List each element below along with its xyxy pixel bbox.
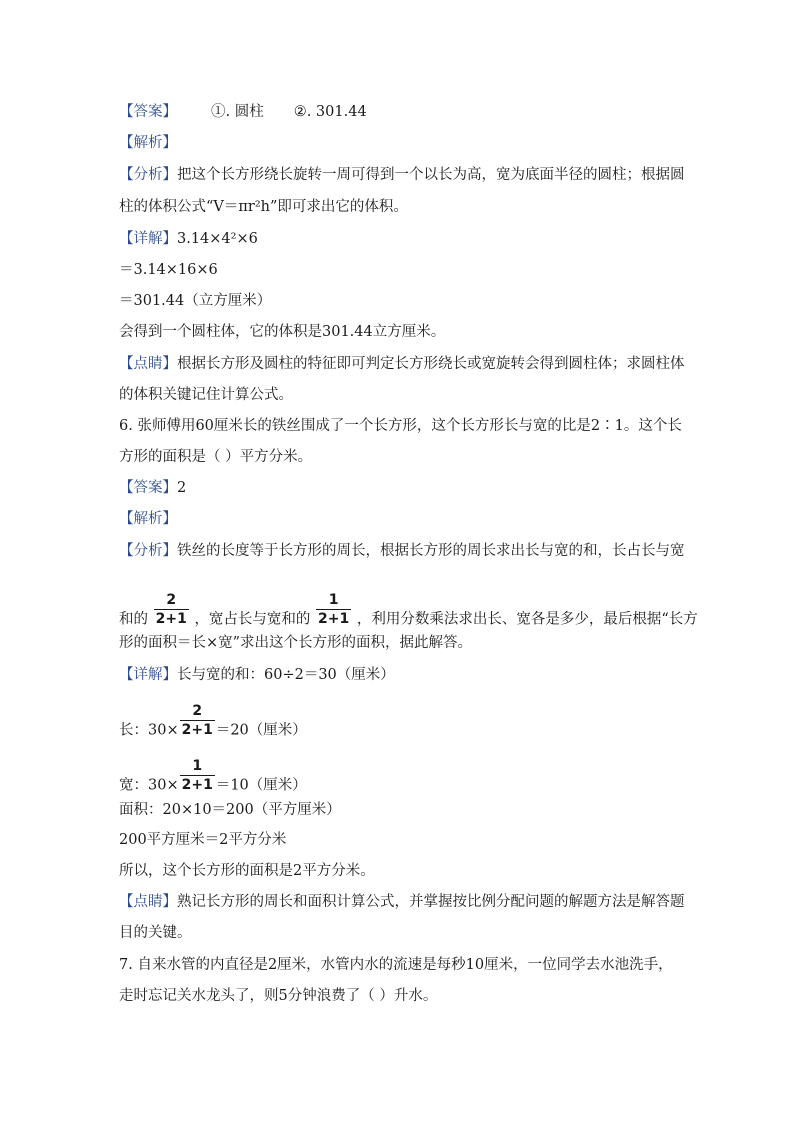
analysis-line-2: 柱的体积公式“V＝πr²h”即可求出它的体积。 [119,199,408,215]
conclusion-line: 所以，这个长方形的面积是2平方分米。 [119,863,375,879]
detail-text: 长与宽的和：60÷2＝30（厘米） [177,667,395,683]
detail-line-1 [119,229,258,249]
fraction-numerator: 1 [192,758,203,774]
answer-line [119,102,367,122]
answer-tag: 【答案】 [119,480,177,496]
analysis-line-6-3: 形的面积＝长×宽”求出这个长方形的面积，据此解答。 [119,635,473,651]
analysis-text: 铁丝的长度等于长方形的周长，根据长方形的周长求出长与宽的和，长占长与宽 [177,543,685,559]
comment-line-1 [119,354,685,374]
jiexi-heading-6: 【解析】 [119,511,177,527]
analysis-text: 把这个长方形绕长旋转一周可得到一个以长为高，宽为底面半径的圆柱；根据圆 [177,167,685,183]
convert-line: 200平方厘米＝2平方分米 [119,832,287,848]
length-result: ＝20（厘米） [215,722,307,739]
fraction [316,591,351,628]
fraction-denominator: 2+1 [181,722,213,738]
answer-value: 2 [177,480,187,496]
question-7-line-2: 走时忘记关水龙头了，则5分钟浪费了（ ）升水。 [119,988,438,1004]
fraction-denominator: 2+1 [155,611,187,627]
analysis-tag: 【分析】 [119,543,177,559]
detail-tag: 【详解】 [119,667,177,683]
area-line: 面积：20×10＝200（平方厘米） [119,802,341,818]
comment-line-6-1 [119,892,685,912]
detail-line-4: 会得到一个圆柱体，它的体积是301.44立方厘米。 [119,324,446,340]
fraction-numerator: 2 [192,703,203,719]
analysis-text: ，利用分数乘法求出长、宽各是多少，最后根据“长方 [356,611,698,628]
fraction [180,757,215,794]
answer-item-2: ②. 301.44 [293,104,367,120]
length-prefix: 长：30× [119,722,179,739]
jiexi-heading: 【解析】 [119,135,177,151]
detail-line-3: ＝301.44（立方厘米） [119,293,272,309]
width-line [119,758,307,804]
width-prefix: 宽：30× [119,777,179,794]
fraction-denominator: 2+1 [181,777,213,793]
fraction-numerator: 1 [328,592,339,608]
answer-item-1: ①. 圆柱 [211,104,264,120]
comment-text: 熟记长方形的周长和面积计算公式，并掌握按比例分配问题的解题方法是解答题 [177,894,685,910]
width-result: ＝10（厘米） [215,777,307,794]
comment-line-6-2: 目的关键。 [119,925,192,941]
comment-line-2: 的体积关键记住计算公式。 [119,387,293,403]
answer-tag: 【答案】 [119,104,177,120]
analysis-tag: 【分析】 [119,167,177,183]
answer-line-6 [119,478,186,498]
question-7-line-1: 7. 自来水管的内直径是2厘米，水管内水的流速是每秒10厘米，一位同学去水池洗手， [119,957,673,973]
fraction [154,591,189,628]
detail-line-6-1 [119,665,395,685]
detail-text: 3.14×4²×6 [177,231,258,247]
detail-line-2: ＝3.14×16×6 [119,262,218,278]
comment-tag: 【点睛】 [119,356,177,372]
question-6-line-2: 方形的面积是（ ）平方分米。 [119,449,313,465]
analysis-text: 和的 [119,611,148,628]
fraction-denominator: 2+1 [318,611,350,627]
comment-text: 根据长方形及圆柱的特征即可判定长方形绕长或宽旋转会得到圆柱体；求圆柱体 [177,356,685,372]
question-6-line-1: 6. 张师傅用60厘米长的铁丝围成了一个长方形，这个长方形长与宽的比是2∶1。这个长 [119,418,682,434]
comment-tag: 【点睛】 [119,894,177,910]
length-line [119,703,307,749]
fraction-numerator: 2 [166,592,177,608]
detail-tag: 【详解】 [119,231,177,247]
analysis-line-6-1 [119,541,685,561]
analysis-line-1 [119,165,685,185]
analysis-text: ，宽占长与宽和的 [194,611,311,628]
fraction [180,702,215,739]
